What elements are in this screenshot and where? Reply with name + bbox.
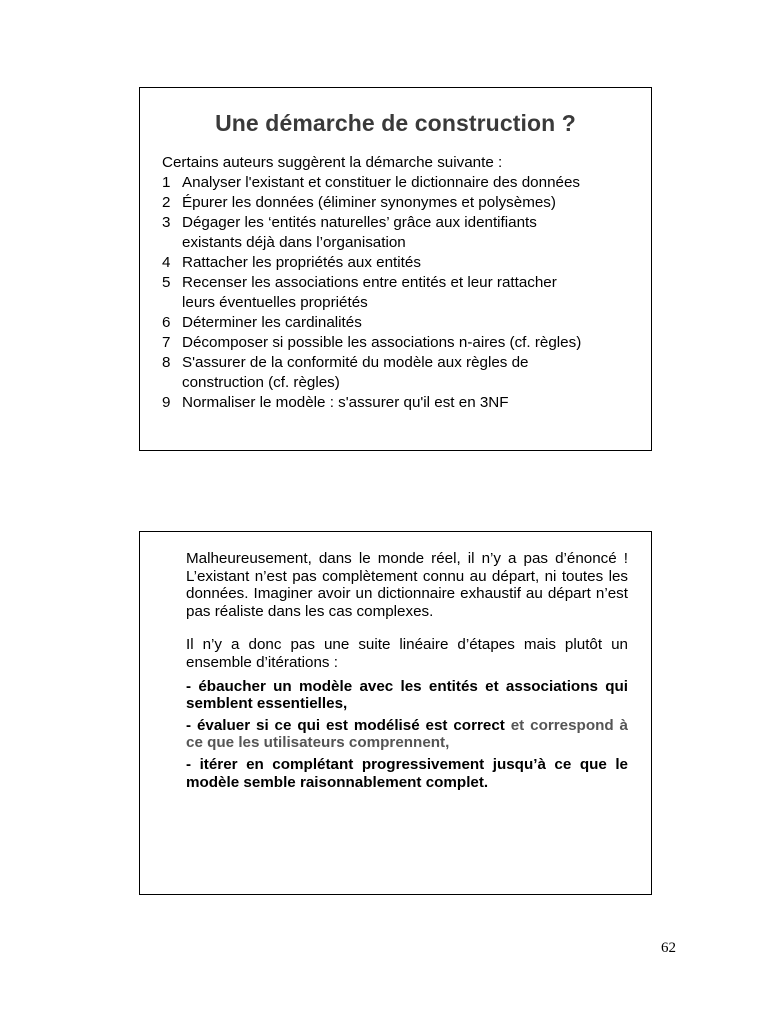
step-text [182, 253, 421, 273]
page-number: 62 [661, 940, 676, 956]
step-text [182, 173, 580, 193]
step-text-line: Analyser l'existant et constituer le dictionnaire des données [182, 174, 581, 191]
step-number: 6 [162, 314, 171, 331]
step-item [162, 193, 645, 213]
paragraph-reality: Malheureusement, dans le monde réel, il n’y a pas d’énoncé ! L’existant n’est pas complètement connu au départ, ni toutes les données. Imaginer avoir un dictionnaire exhaustif au départ n’est pas réaliste dans les cas complexes. [186, 550, 628, 620]
step-list [162, 173, 645, 413]
bullet-iterate: - itérer en complétant progressivement jusqu’à ce que le modèle semble raisonnablement complet. [186, 755, 628, 791]
step-text-line: S'assurer de la conformité du modèle aux règles de [182, 354, 529, 371]
step-text-line: Normaliser le modèle : s'assurer qu'il est en 3NF [182, 394, 509, 411]
step-item [162, 333, 645, 353]
step-text [182, 273, 557, 313]
step-number: 3 [162, 214, 171, 231]
step-number: 2 [162, 194, 171, 211]
step-text-line: Recenser les associations entre entités et leur rattacher [182, 274, 557, 291]
step-item [162, 393, 645, 413]
paragraph-iterations: Il n’y a donc pas une suite linéaire d’étapes mais plutôt un ensemble d’itérations : [186, 636, 628, 671]
step-text-line: Rattacher les propriétés aux entités [182, 254, 421, 271]
step-item [162, 313, 645, 333]
step-number: 8 [162, 354, 171, 371]
bullet-evaluate-model [186, 717, 628, 752]
step-text-line: Décomposer si possible les associations n-aires (cf. règles) [182, 334, 582, 351]
step-text [182, 313, 362, 333]
step-text-line: existants déjà dans l’organisation [182, 234, 406, 251]
step-text-line: construction (cf. règles) [182, 374, 340, 391]
step-number: 5 [162, 274, 171, 291]
step-text-line: Dégager les ‘entités naturelles’ grâce aux identifiants [182, 214, 537, 231]
step-text-line: leurs éventuelles propriétés [182, 294, 368, 311]
bullet-evaluate-tail: et correspond à ce que les utilisateurs comprennent, [186, 716, 628, 752]
slide-1-intro: Certains auteurs suggèrent la démarche suivante : [162, 154, 503, 171]
step-item [162, 213, 645, 253]
step-text-line: Épurer les données (éliminer synonymes et polysèmes) [182, 194, 556, 211]
step-text [182, 333, 581, 353]
slide-1 [139, 87, 652, 451]
step-text [182, 213, 537, 253]
step-text [182, 193, 556, 213]
step-number: 1 [162, 174, 171, 191]
step-item [162, 173, 645, 193]
step-number: 9 [162, 394, 171, 411]
step-text [182, 353, 529, 393]
step-item [162, 353, 645, 393]
bullet-evaluate-main: - évaluer si ce qui est modélisé est correct [186, 716, 505, 734]
slide-2-body [186, 550, 628, 791]
slide-2 [139, 531, 652, 895]
step-number: 7 [162, 334, 171, 351]
slide-1-title: Une démarche de construction ? [215, 110, 576, 136]
step-text-line: Déterminer les cardinalités [182, 314, 362, 331]
step-item [162, 273, 645, 313]
step-item [162, 253, 645, 273]
bullet-sketch-model: - ébaucher un modèle avec les entités et associations qui semblent essentielles, [186, 677, 628, 713]
step-number: 4 [162, 254, 171, 271]
step-text [182, 393, 509, 413]
